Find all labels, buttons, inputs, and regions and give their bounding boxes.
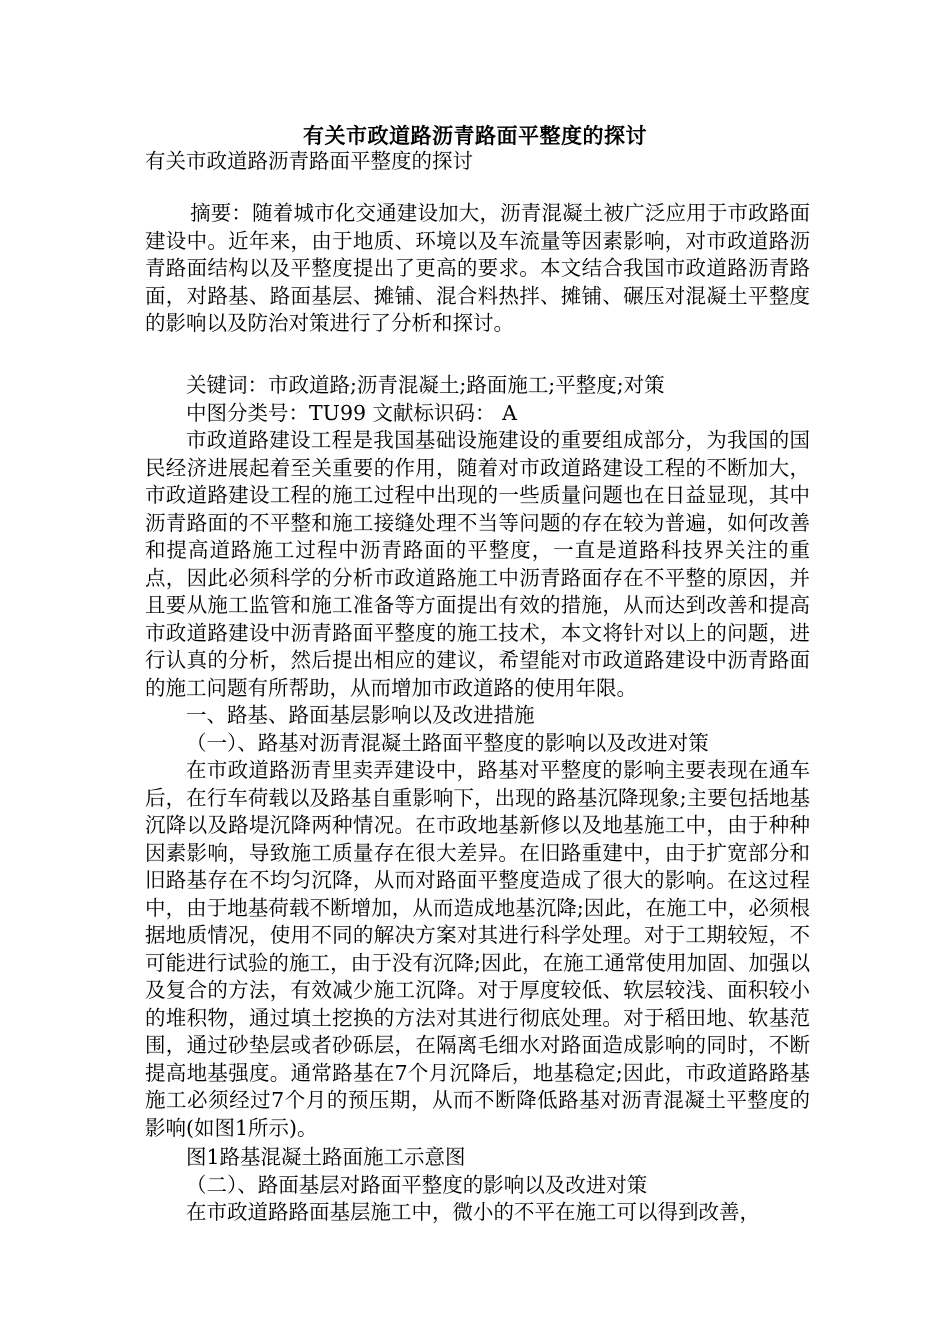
- subsection-heading-2: （二）、路面基层对路面平整度的影响以及改进对策: [186, 1172, 648, 1197]
- figure-caption: 图1路基混凝土路面施工示意图: [186, 1145, 466, 1169]
- document-subtitle-block: [145, 148, 810, 176]
- subsection-heading-1: （一）、路基对沥青混凝土路面平整度的影响以及改进对策: [186, 730, 709, 755]
- keywords-line: 关键词：市政道路;沥青混凝土;路面施工;平整度;对策: [186, 373, 665, 397]
- classification-line: 中图分类号：TU99 文献标识码： A: [186, 400, 517, 425]
- document-title: 有关市政道路沥青路面平整度的探讨: [303, 123, 647, 148]
- intro-paragraph: 市政道路建设工程是我国基础设施建设的重要组成部分，为我国的国民经济进展起着至关重要的作用，随着对市政道路建设工程的不断加大，市政道路建设工程的施工过程中出现的一些质量问题也在日益显现，其中沥青路面的不平整和施工接缝处理不当等问题的存在较为普遍，如何改善和提高道路施工过程中沥青路面的平整度，一直是道路科技界关注的重点，因此必须科学的分析市政道路施工中沥青路面存在不平整的原因，并且要从施工监管和施工准备等方面提出有效的措施，从而达到改善和提高市政道路建设中沥青路面平整度的施工技术，本文将针对以上的问题，进行认真的分析，然后提出相应的建议，希望能对市政道路建设中沥青路面的施工问题有所帮助，从而增加市政道路的使用年限。: [145, 428, 810, 700]
- body-paragraph-2: 在市政道路路面基层施工中，微小的不平在施工可以得到改善，: [186, 1200, 760, 1224]
- figure-block: [145, 1144, 810, 1227]
- document-subtitle: 有关市政道路沥青路面平整度的探讨: [145, 149, 473, 173]
- body-block: [145, 372, 810, 1142]
- abstract-paragraph: 摘要：随着城市化交通建设加大，沥青混凝土被广泛应用于市政路面建设中。近年来，由于地质、环境以及车流量等因素影响，对市政道路沥青路面结构以及平整度提出了更高的要求。本文结合我国市政道路沥青路面，对路基、路面基层、摊铺、混合料热拌、摊铺、碾压对混凝土平整度的影响以及防治对策进行了分析和探讨。: [145, 201, 810, 335]
- section-heading-1: 一、路基、路面基层影响以及改进措施: [186, 703, 535, 727]
- abstract-block: [145, 200, 810, 338]
- body-paragraph-1: 在市政道路沥青里卖弄建设中，路基对平整度的影响主要表现在通车后，在行车荷载以及路基自重影响下，出现的路基沉降现象;主要包括地基沉降以及路堤沉降两种情况。在市政地基新修以及地基施工中，由于种种因素影响，导致施工质量存在很大差异。在旧路重建中，由于扩宽部分和旧路基存在不均匀沉降，从而对路面平整度造成了很大的影响。在这过程中，由于地基荷载不断增加，从而造成地基沉降;因此，在施工中，必须根据地质情况，使用不同的解决方案对其进行科学处理。对于工期较短，不可能进行试验的施工，由于没有沉降;因此，在施工通常使用加固、加强以及复合的方法，有效减少施工沉降。对于厚度较低、软层较浅、面积较小的堆积物，通过填土挖换的方法对其进行彻底处理。对于稻田地、软基范围，通过砂垫层或者砂砾层，在隔离毛细水对路面造成影响的同时，不断提高地基强度。通常路基在7个月沉降后，地基稳定;因此，市政道路路基施工必须经过7个月的预压期，从而不断降低路基对沥青混凝土平整度的影响(如图1所示)。: [145, 758, 810, 1140]
